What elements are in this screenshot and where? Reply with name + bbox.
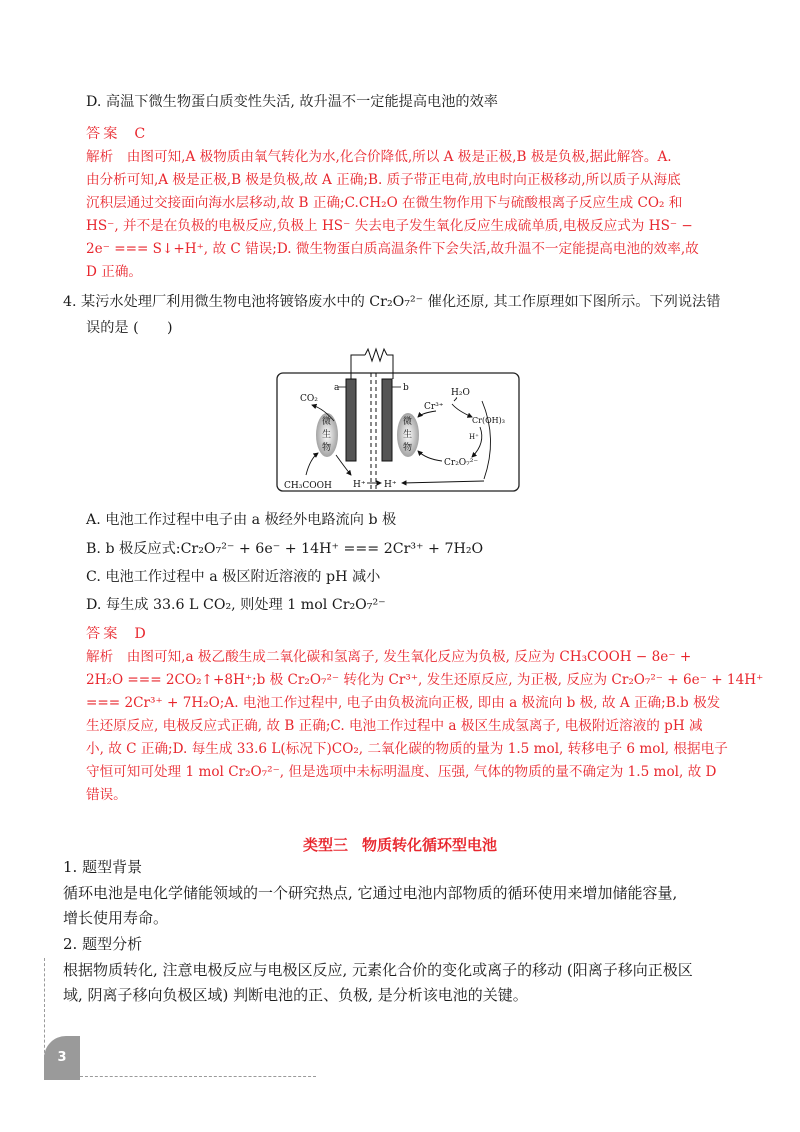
analysis-heading: 2. 题型分析 (63, 935, 143, 953)
q3-explanation-line: 由分析可知,A 极是正极,B 极是负极,故 A 正确;B. 质子带正电荷,放电时向正极移动,所以质子从海底 (86, 172, 681, 188)
microbe-right-char: 物 (403, 443, 413, 453)
q4-explanation-line: 小, 故 C 正确;D. 每生成 33.6 L(标况下)CO₂, 二氧化碳的物质的量为 1.5 mol, 转移电子 6 mol, 根据电子 (86, 741, 728, 757)
microbe-right-char: 生 (403, 430, 413, 440)
q4-explanation-line: 生还原反应, 电极反应式正确, 故 B 正确;C. 电池工作过程中 a 极区生成氢离子, 电极附近溶液的 pH 减 (86, 718, 703, 734)
croh3-label: Cr(OH)₃ (472, 416, 505, 425)
electrode-b-label: b (403, 383, 409, 393)
background-heading: 1. 题型背景 (63, 858, 143, 876)
answer-label: 答案 (86, 626, 121, 642)
microbe-left-char: 微 (322, 417, 332, 427)
cell-diagram (276, 343, 520, 493)
acetic-acid-label: CH₃COOH (284, 481, 332, 491)
footer-dashed-line (80, 1076, 316, 1077)
cr3-label: Cr³⁺ (424, 402, 444, 412)
wire-left (351, 355, 365, 379)
q4-option-b: B. b 极反应式:Cr₂O₇²⁻ + 6e⁻ + 14H⁺ === 2Cr³⁺ + 7H₂O (86, 541, 484, 557)
co2-label: CO₂ (300, 394, 318, 404)
answer-value: C (134, 126, 146, 142)
analysis-line: 根据物质转化, 注意电极反应与电极区反应, 元素化合价的变化或离子的移动 (阳离子移向正极区 (63, 961, 693, 979)
microbe-left-char: 物 (322, 443, 332, 453)
h-plus-small-label: H⁺ (469, 433, 479, 441)
q3-explanation-line: HS⁻, 并不是在负极的电极反应,负极上 HS⁻ 失去电子发生氧化反应生成硫单质,电极反应式为 HS⁻ − (86, 218, 693, 234)
q3-option-d: D. 高温下微生物蛋白质变性失活, 故升温不一定能提高电池的效率 (86, 94, 498, 110)
h-plus-right-label: H⁺ (384, 480, 397, 490)
q4-option-d: D. 每生成 33.6 L CO₂, 则处理 1 mol Cr₂O₇²⁻ (86, 597, 386, 613)
electrode-a (346, 379, 356, 461)
h2o-label: H₂O (451, 388, 470, 398)
background-line: 循环电池是电化学储能领域的一个研究热点, 它通过电池内部物质的循环使用来增加储能容量, (63, 884, 678, 902)
q4-explanation-line: 解析 由图可知,a 极乙酸生成二氧化碳和氢离子, 发生氧化反应为负极, 反应为 CH₃COOH − 8e⁻ + (86, 649, 692, 665)
q4-explanation-line: === 2Cr³⁺ + 7H₂O;A. 电池工作过程中, 电子由负极流向正极, 即由 a 极流向 b 极, 故 A 正确;B.b 极发 (86, 695, 721, 711)
cr2o7-label: Cr₂O₇²⁻ (444, 458, 479, 468)
electrode-a-label: a (334, 383, 340, 393)
answer-label: 答案 (86, 126, 121, 142)
electrode-b (382, 379, 392, 461)
q4-explanation-line: 2H₂O === 2CO₂↑+8H⁺;b 极 Cr₂O₇²⁻ 转化为 Cr³⁺, 发生还原反应, 为正极, 反应为 Cr₂O₇²⁻ + 6e⁻ + 14H⁺ (86, 672, 764, 688)
q3-explanation-line: 解析 由图可知,A 极物质由氧气转化为水,化合价降低,所以 A 极是正极,B 极是负极,据此解答。A. (86, 149, 672, 165)
q4-explanation-line: 错误。 (86, 787, 127, 803)
analysis-line: 域, 阴离子移向负极区域) 判断电池的正、负极, 是分析该电池的关键。 (63, 986, 528, 1004)
q4-stem-line: 误的是 ( ) (86, 320, 173, 336)
q3-explanation-line: 沉积层通过交接面向海水层移动,故 B 正确;C.CH₂O 在微生物作用下与硫酸根离子反应生成 CO₂ 和 (86, 195, 683, 211)
q3-explanation-line: D 正确。 (86, 264, 143, 280)
resistor (365, 349, 387, 361)
section-type-label: 类型三 (302, 836, 348, 854)
answer-value: D (134, 626, 146, 642)
section-title: 物质转化循环型电池 (362, 836, 498, 854)
q4-explanation-line: 守恒可知可处理 1 mol Cr₂O₇²⁻, 但是选项中未标明温度、压强, 气体的物质的量不确定为 1.5 mol, 故 D (86, 764, 717, 780)
q4-option-c: C. 电池工作过程中 a 极区附近溶液的 pH 减小 (86, 569, 381, 585)
microbe-left-char: 生 (322, 430, 332, 440)
background-line: 增长使用寿命。 (63, 909, 169, 927)
h-plus-left-label: H⁺ (353, 480, 366, 490)
microbe-right-char: 微 (403, 417, 413, 427)
q4-answer (86, 624, 146, 644)
q3-answer (86, 124, 145, 144)
wire-right (387, 355, 393, 379)
q4-option-a: A. 电池工作过程中电子由 a 极经外电路流向 b 极 (86, 512, 397, 528)
section-heading (0, 834, 800, 855)
page-number: 3 (44, 1036, 80, 1080)
margin-dashed-line (44, 958, 45, 1058)
q3-explanation-line: 2e⁻ === S↓+H⁺, 故 C 错误;D. 微生物蛋白质高温条件下会失活,故升温不一定能提高电池的效率,故 (86, 241, 699, 257)
q4-stem-line: 4. 某污水处理厂利用微生物电池将镀铬废水中的 Cr₂O₇²⁻ 催化还原, 其工作原理如下图所示。下列说法错 (63, 294, 721, 310)
